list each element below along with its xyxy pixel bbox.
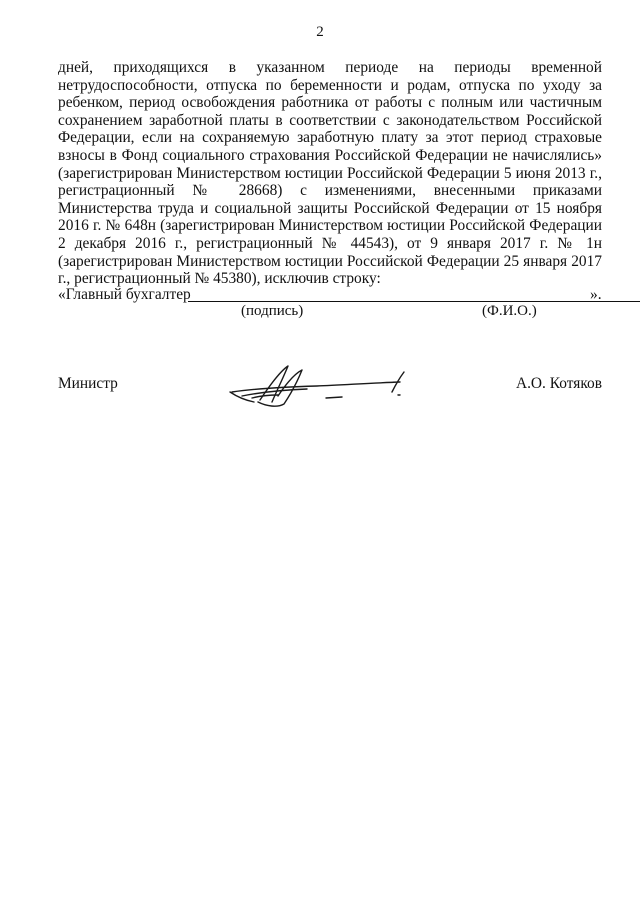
body-paragraph: дней, приходящихся в указанном периоде на периоды временной нетрудоспособности, отпуска по беременности и родам, отпуска по уходу за ребенком, период освобождения работника от работы с полным или частичным сохранением заработной платы в соответствии с законодательством Российской Федерации, если на сохраняемую заработную плату за этот период страховые взносы в Фонд социального страхования Российской Федерации не начислялись» (зарегистрирован Министерством юстиции Российской Федерации 5 июня 2013 г., регистрационный № 28668) с изменениями, внесенными приказами Министерства труда и социальной защиты Российской Федерации от 15 ноября 2016 г. № 648н (зарегистрирован Министерством юстиции Российской Федерации 2 декабря 2016 г., регистрационный № 44543), от 9 января 2017 г. № 1н (зарегистрирован Министерством юстиции Российской Федерации 25 января 2017 г., регистрационный № 45380), исключив строку: xyxy=(58,59,602,288)
signature-caption: (подпись) xyxy=(241,303,304,319)
page-number: 2 xyxy=(316,24,324,40)
signatory-name: А.О. Котяков xyxy=(515,375,602,392)
closing-quote: ». xyxy=(590,286,602,303)
name-blank xyxy=(414,301,640,302)
name-caption: (Ф.И.О.) xyxy=(482,303,537,319)
handwritten-signature-icon xyxy=(222,362,412,410)
signature-blank xyxy=(188,301,433,302)
excluded-line-label: «Главный бухгалтер xyxy=(58,286,191,303)
signatory-title: Министр xyxy=(58,375,118,392)
